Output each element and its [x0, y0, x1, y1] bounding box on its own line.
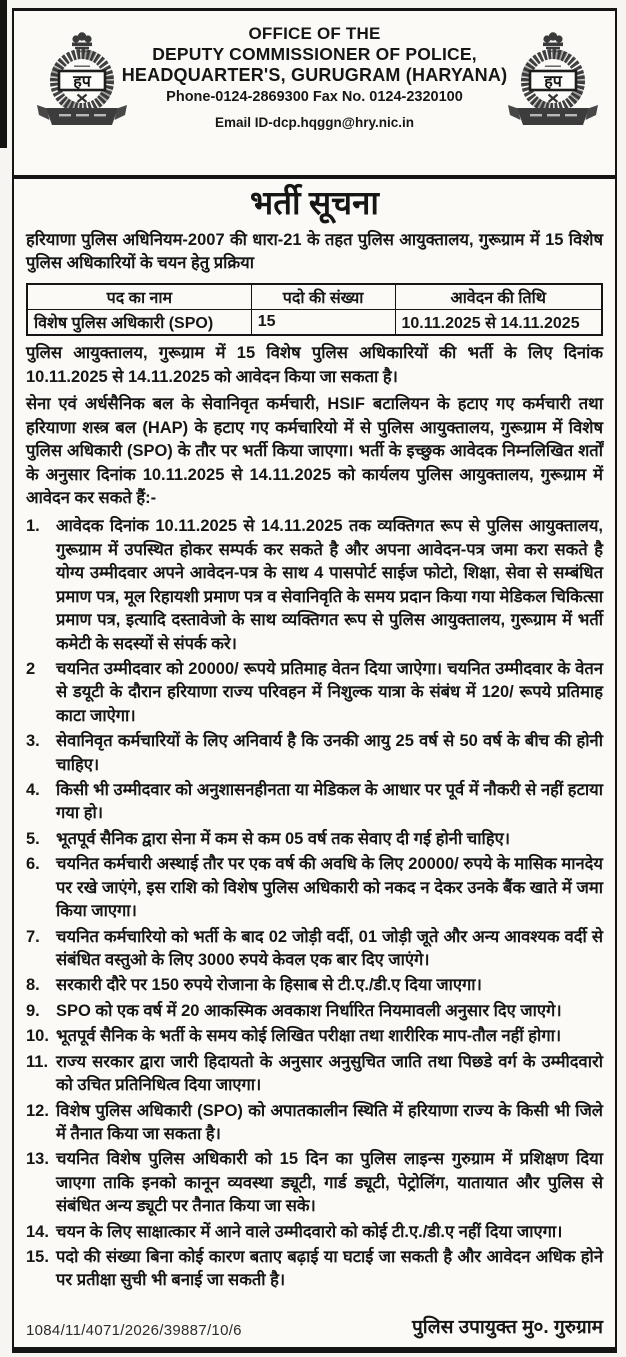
condition-text: चयनित कर्मचारी अस्थाई तौर पर एक वर्ष की अवधि के लिए 20000/ रुपये के मासिक मानदेय पर रखे जाएंगे, इस राशि को विशेष पुलिस अधिकारी को नकद न देकर उनके बैंक खाते में जमा किया जाएगा।: [56, 855, 603, 921]
condition-item-12: [26, 1100, 603, 1147]
letterhead: [26, 11, 603, 166]
cell-apply-dates: 10.11.2025 से 14.11.2025: [395, 310, 602, 336]
condition-text: भूतपूर्व सैनिक द्वारा सेना में कम से कम 05 वर्ष तक सेवाए दी गई होनी चाहिए।: [56, 829, 510, 848]
table-header-row: [27, 284, 602, 310]
condition-item-5: [26, 828, 603, 851]
condition-number: 8.: [26, 976, 40, 995]
condition-number: 9.: [26, 1001, 40, 1020]
eligibility-paragraph: सेना एवं अर्धसैनिक बल के सेवानिवृत कर्मचारी, HSIF बटालियन के हटाए गए कर्मचारी तथा हरियाणा शस्त्र बल (HAP) के हटाए गए कर्मचारियो में से पुलिस आयुक्तालय, गुरूग्राम में विशेष पुलिस अधिकारी (SPO) के तौर पर भर्ती किया जाएगा। भर्ती के इच्छुक आवेदक निम्नलिखित शर्तों के अनुसार दिनांक 10.11.2025 से 14.11.2025 को कार्यलय पुलिस आयुक्तालय, गुरूग्राम में आवेदन कर सकते हैं:-: [26, 395, 603, 507]
condition-number: 4.: [26, 781, 40, 800]
col-post-count: पदो की संख्या: [251, 284, 395, 310]
col-post-name: पद का नाम: [27, 284, 251, 310]
notice-document: [12, 8, 617, 1353]
condition-item-7: [26, 926, 603, 973]
condition-item-8: [26, 974, 603, 997]
badge-monogram: हप: [73, 73, 91, 91]
condition-item-3: [26, 730, 603, 777]
condition-number: 7.: [26, 927, 40, 946]
condition-text: राज्य सरकार द्वारा जारी हिदायतो के अनुसार अनुसुचित जाति तथा पिछडे वर्ग के उम्मीदवारो को उचित प्रतिनिधित्व दिया जाएगा।: [56, 1052, 603, 1095]
condition-item-11: [26, 1051, 603, 1098]
condition-text: चयनित कर्मचारियो को भर्ती के बाद 02 जोड़ी वर्दी, 01 जोड़ी जूते और अन्य आवश्यक वर्दी से संबंधित वस्तुओ के लिए 3000 रुपये केवल एक बार दिए जाएंगे।: [56, 927, 603, 969]
condition-text: चयनित विशेष पुलिस अधिकारी को 15 दिन का पुलिस लाइन्स गुरुग्राम में प्रशिक्षण दिया जाएगा ताकि इनको कानून व्यवस्था ड्यूटी, गार्ड ड्यूटी, पेट्रोलिंग, यातायात और पुलिस से संबंधित अन्य ड्यूटी पर तैनात किया जा सके।: [56, 1150, 603, 1216]
office-line-3: HEADQUARTER'S, GURUGRAM (HARYANA): [121, 65, 508, 85]
reference-number: 1084/11/4071/2026/39887/10/6: [26, 1322, 242, 1339]
condition-item-14: [26, 1221, 603, 1244]
intro-paragraph: हरियाणा पुलिस अधिनियम-2007 की धारा-21 के तहत पुलिस आयुक्तालय, गुरूग्राम में 15 विशेष पुलिस अधिकारियों के चयन हेतु प्रक्रिया: [26, 230, 603, 273]
email-line: Email ID-dcp.hqggn@hry.nic.in: [215, 115, 414, 130]
condition-number: 15.: [26, 1248, 49, 1267]
condition-item-13: [26, 1148, 603, 1218]
cell-post-name: विशेष पुलिस अधिकारी (SPO): [27, 310, 251, 336]
condition-item-15: [26, 1246, 603, 1293]
condition-number: 11.: [26, 1052, 49, 1071]
office-line-1: OFFICE OF THE: [248, 24, 381, 43]
application-window-paragraph: पुलिस आयुक्तालय, गुरूग्राम में 15 विशेष पुलिस अधिकारियों की भर्ती के लिए दिनांक 10.11.2025 से 14.11.2025 को आवेदन किया जा सकता है।: [26, 344, 603, 386]
condition-text: चयनित उम्मीदवार को 20000/ रूपये प्रतिमाह वेतन दिया जाऐगा। चयनित उम्मीदवार के वेतन से डयूटी के दौरान हरियाणा राज्य परिवहन में निशुल्क यात्रा के संबंध में 120/ रूपये प्रतिमाह काटा जाऐगा।: [56, 659, 603, 725]
condition-number: 5.: [26, 829, 40, 848]
condition-text: विशेष पुलिस अधिकारी (SPO) को अपातकालीन स्थिति में हरियाणा राज्य के किसी भी जिले में तैनात किया जा सकता है।: [56, 1101, 603, 1143]
condition-number: 13.: [26, 1150, 49, 1169]
conditions-list: [26, 515, 603, 1295]
condition-text: SPO को एक वर्ष में 20 आकस्मिक अवकाश निर्धारित नियमावली अनुसार दिए जाएगे।: [56, 1001, 562, 1020]
header-divider: [14, 175, 615, 179]
condition-text: सेवानिवृत कर्मचारियों के लिए अनिवार्य है कि उनकी आयु 25 वर्ष से 50 वर्ष के बीच की होनी चाहिए।: [56, 732, 603, 774]
condition-text: चयन के लिए साक्षात्कार में आने वाले उम्मीदवारो को कोई टी.ए./डी.ए नहीं दिया जाएगा।: [56, 1222, 563, 1241]
condition-number: 3.: [26, 732, 40, 751]
vacancy-table: [26, 283, 603, 336]
condition-text: किसी भी उम्मीदवार को अनुशासनहीनता या मेडिकल के आधार पर पूर्व में नौकरी से नहीं हटाया गया हो।: [56, 781, 603, 823]
scan-edge-artifact: [0, 0, 7, 148]
haryana-police-badge-right: [503, 23, 603, 135]
footer: [26, 1309, 603, 1347]
signature-designation: पुलिस उपायुक्त मु०. गुरुग्राम: [411, 1317, 603, 1338]
condition-item-10: [26, 1025, 603, 1048]
condition-item-4: [26, 779, 603, 826]
table-row: [27, 310, 602, 336]
badge-monogram: हप: [544, 73, 562, 91]
condition-item-9: [26, 1000, 603, 1023]
condition-item-1: [26, 515, 603, 656]
cell-post-count: 15: [251, 310, 395, 336]
condition-number: 14.: [26, 1222, 49, 1241]
condition-text: सरकारी दौरे पर 150 रुपये रोजाना के हिसाब से टी.ए./डी.ए दिया जाएगा।: [56, 976, 482, 995]
office-line-2: DEPUTY COMMISSIONER OF POLICE,: [152, 44, 477, 64]
condition-text: पदो की संख्या बिना कोई कारण बताए बढ़ाई या घटाई जा सकती है और आवेदन अधिक होने पर प्रतीक्षा सुची भी बनाई जा सकती है।: [56, 1248, 603, 1290]
condition-number: 12.: [26, 1101, 49, 1120]
condition-number: 10.: [26, 1027, 49, 1046]
condition-number: 1.: [26, 517, 40, 536]
condition-number: 2: [26, 659, 36, 678]
condition-number: 6.: [26, 855, 40, 874]
haryana-police-badge-left: [32, 23, 132, 135]
condition-text: आवेदक दिनांक 10.11.2025 से 14.11.2025 तक व्यक्तिगत रूप से पुलिस आयुक्तालय, गुरूग्राम में उपस्थित होकर सम्पर्क कर सकते है और अपना आवेदन-पत्र जमा करा सकते है योग्य उम्मीदवार अपने आवेदन-पत्र के साथ 4 पासपोर्ट साईज फोटो, शिक्षा, सेवा से सम्बंधित प्रमाण पत्र, मूल रिहायशी प्रमाण पत्र व सेवानिवृति के समय प्रदान किया गया मेडिकल चिकित्सा प्रमाण पत्र, इत्यादि दस्तावेजो के साथ व्यक्तिगत रूप से पुलिस आयुक्तालय, गुरूग्राम में भर्ती कमेटी के सदस्यों से संपर्क करे।: [56, 517, 603, 653]
condition-item-2: [26, 658, 603, 728]
condition-item-6: [26, 853, 603, 923]
notice-title: भर्ती सूचना: [250, 186, 379, 222]
col-apply-dates: आवेदन की तिथि: [395, 284, 602, 310]
condition-text: भूतपूर्व सैनिक के भर्ती के समय कोई लिखित परीक्षा तथा शारीरिक माप-तौल नहीं होगा।: [56, 1027, 562, 1046]
phone-fax-line: Phone-0124-2869300 Fax No. 0124-2320100: [166, 89, 463, 105]
